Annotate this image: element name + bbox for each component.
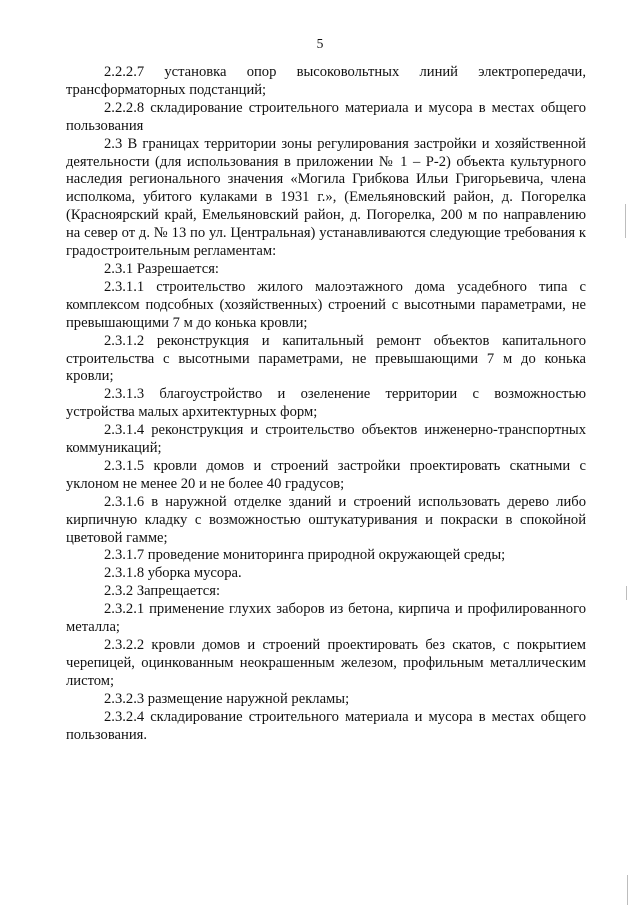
- paragraph: 2.3.2.3 размещение наружной рекламы;: [104, 690, 350, 707]
- scan-artifact-mark: [625, 204, 626, 238]
- paragraph: 2.3.1.7 проведение мониторинга природной окружающей среды;: [104, 547, 506, 564]
- document-body: [66, 64, 586, 744]
- paragraph: 2.3.2.2 кровли домов и строений проектировать без скатов, с покрытием черепицей, оцинкованным неокрашенным железом, профильным металлическим листом;: [66, 637, 586, 689]
- paragraph: 2.3.1.2 реконструкция и капитальный ремонт объектов капитального строительства с высотными параметрами, не превышающими 7 м до конька кровли;: [66, 332, 586, 385]
- scan-artifact-mark: [627, 875, 628, 905]
- paragraph: 2.3.1.5 кровли домов и строений застройки проектировать скатными с уклоном не менее 20 и не более 40 градусов;: [66, 457, 586, 492]
- paragraph: 2.3.1.1 строительство жилого малоэтажного дома усадебного типа с комплексом подсобных (хозяйственных) строений с высотными параметрами, не превышающими 7 м до конька кровли;: [66, 278, 586, 331]
- paragraph: 2.3.1.3 благоустройство и озеленение территории с возможностью устройства малых архитектурных форм;: [66, 386, 586, 421]
- paragraph: 2.3.2.1 применение глухих заборов из бетона, кирпича и профилированного металла;: [66, 601, 586, 636]
- paragraph: 2.3.1.6 в наружной отделке зданий и строений использовать дерево либо кирпичную кладку с возможностью оштукатуривания и покраски в спокойной цветовой гамме;: [66, 493, 586, 546]
- page-number: 5: [316, 36, 324, 51]
- paragraph: 2.3.1 Разрешается:: [104, 260, 219, 277]
- paragraph: 2.3.1.4 реконструкция и строительство объектов инженерно-транспортных коммуникаций;: [66, 422, 586, 457]
- scan-artifact-mark: [626, 586, 627, 600]
- paragraph: 2.2.2.7 установка опор высоковольтных линий электропередачи, трансформаторных подстанций;: [66, 64, 586, 98]
- paragraph: 2.3.2 Запрещается:: [104, 583, 221, 600]
- paragraph: 2.2.2.8 складирование строительного материала и мусора в местах общего пользования: [66, 99, 586, 134]
- paragraph: 2.3.1.8 уборка мусора.: [104, 565, 242, 582]
- paragraph: 2.3 В границах территории зоны регулирования застройки и хозяйственной деятельности (для использования в приложении № 1 – Р-2) объекта культурного наследия регионального значения «Могила Грибкова Ильи Григорьевича, члена исполкома, убитого кулаками в 1931 г.», (Емельяновский район, д. Погорелка (Красноярский край, Емельяновский район, д. Погорелка, 200 м по направлению на север от д. № 13 по ул. Центральная) устанавливаются следующие требования к градостроительным регламентам:: [66, 135, 586, 260]
- paragraph: 2.3.2.4 складирование строительного материала и мусора в местах общего пользования.: [66, 708, 586, 743]
